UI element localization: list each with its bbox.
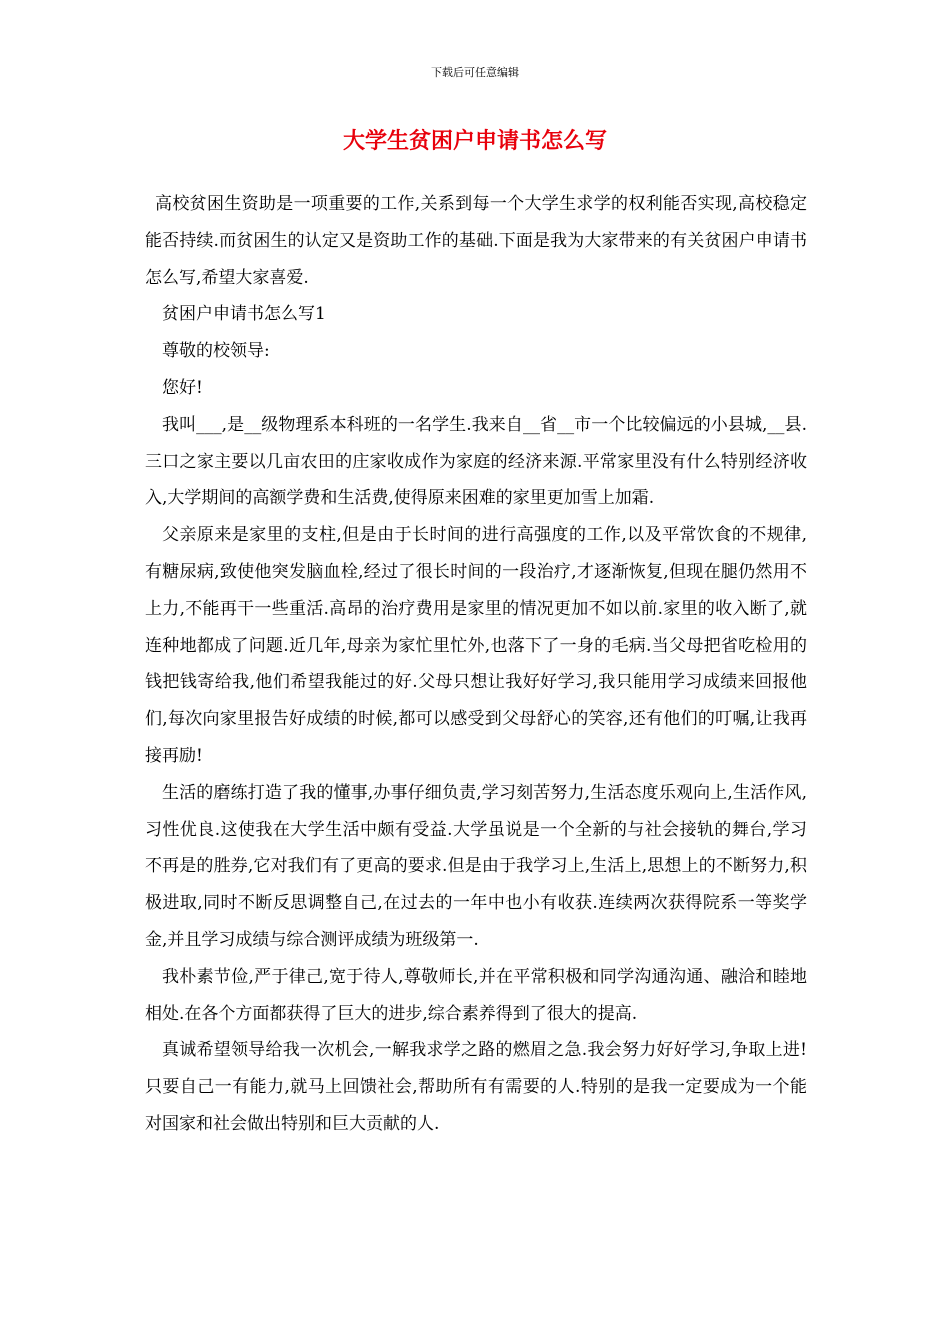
greeting: 您好! xyxy=(162,377,203,398)
header-note: 下载后可任意编辑 xyxy=(431,66,519,79)
body-paragraph: 真诚希望领导给我一次机会,一解我求学之路的燃眉之急.我会努力好好学习,争取上进!只要自己一有能力,就马上回馈社会,帮助所有有需要的人.特别的是我一定要成为一个能对国家和社会做出特别和巨大贡献的人. xyxy=(145,1040,807,1134)
document-title: 大学生贫困户申请书怎么写 xyxy=(342,128,607,154)
body-paragraph: 父亲原来是家里的支柱,但是由于长时间的进行高强度的工作,以及平常饮食的不规律,有糖尿病,致使他突发脑血栓,经过了很长时间的一段治疗,才逐渐恢复,但现在腿仍然用不上力,不能再干一些重活.高昂的治疗费用是家里的情况更加不如以前.家里的收入断了,就连种地都成了问题.近几年,母亲为家忙里忙外,也落下了一身的毛病.当父母把省吃检用的钱把钱寄给我,他们希望我能过的好.父母只想让我好好学习,我只能用学习成绩来回报他们,每次向家里报告好成绩的时候,都可以感受到父母舒心的笑容,还有他们的叮嘱,让我再接再励! xyxy=(145,525,807,766)
body-paragraph: 我叫___,是__级物理系本科班的一名学生.我来自__省__市一个比较偏远的小县城,__县.三口之家主要以几亩农田的庄家收成作为家庭的经济来源.平常家里没有什么特别经济收入,大学期间的高额学费和生活费,使得原来困难的家里更加雪上加霜. xyxy=(145,414,807,509)
intro-paragraph: 高校贫困生资助是一项重要的工作,关系到每一个大学生求学的权利能否实现,高校稳定能否持续.而贫困生的认定又是资助工作的基础.下面是我为大家带来的有关贫困户申请书怎么写,希望大家喜爱. xyxy=(145,194,807,288)
document-body xyxy=(145,186,807,1143)
body-paragraph: 生活的磨练打造了我的懂事,办事仔细负责,学习刻苦努力,生活态度乐观向上,生活作风,习性优良.这使我在大学生活中颇有受益.大学虽说是一个全新的与社会接轨的舞台,学习不再是的胜券,它对我们有了更高的要求.但是由于我学习上,生活上,思想上的不断努力,积极进取,同时不断反思调整自己,在过去的一年中也小有收获.连续两次获得院系一等奖学金,并且学习成绩与综合测评成绩为班级第一. xyxy=(145,782,807,950)
body-paragraph: 我朴素节俭,严于律己,宽于待人,尊敬师长,并在平常积极和同学沟通沟通、融洽和睦地相处.在各个方面都获得了巨大的进步,综合素养得到了很大的提高. xyxy=(145,966,807,1024)
salutation: 尊敬的校领导: xyxy=(162,341,270,362)
section-heading: 贫困户申请书怎么写1 xyxy=(162,304,326,325)
